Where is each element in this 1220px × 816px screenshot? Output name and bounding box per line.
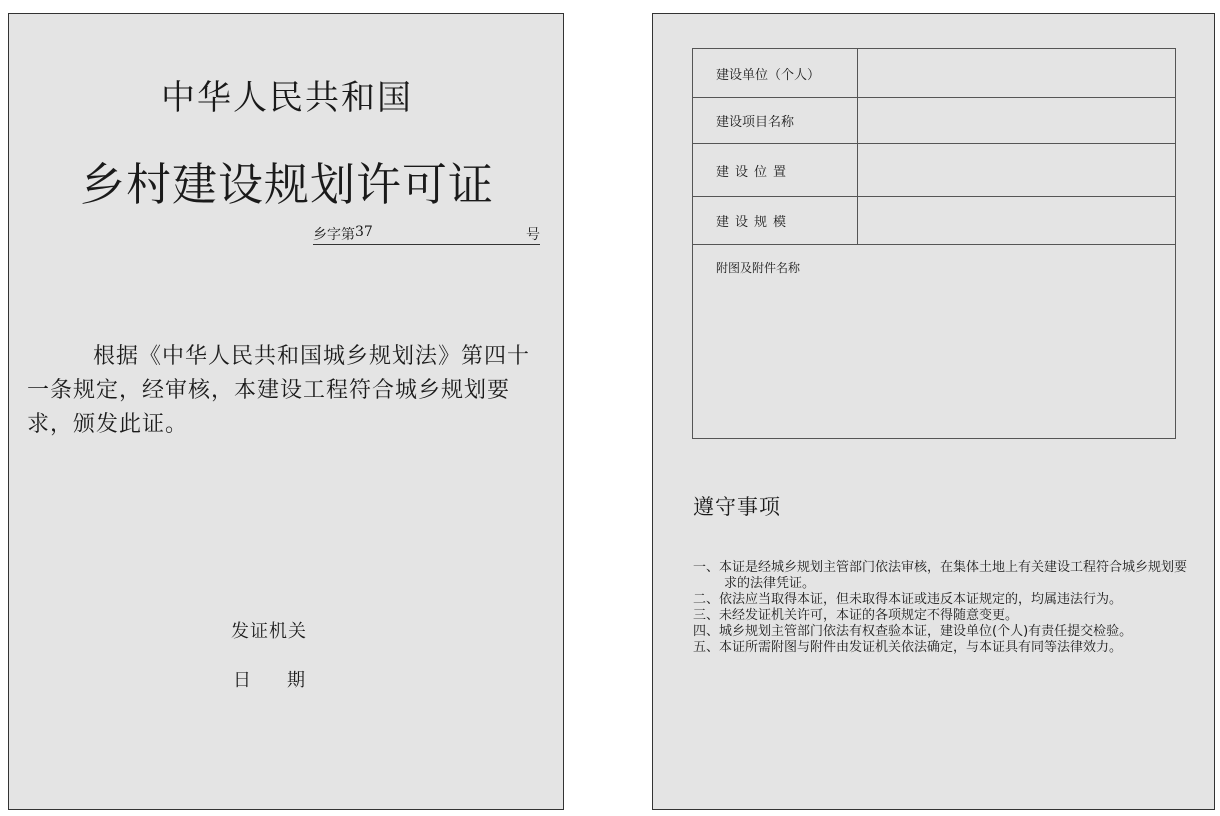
- row-value-scale: [858, 197, 1175, 244]
- serial-prefix: 乡字第: [313, 227, 355, 243]
- serial-number: 37: [355, 224, 373, 240]
- row-label-scale: 建设规模: [693, 197, 858, 244]
- rule-item: 五、本证所需附图与附件由发证机关依法确定，与本证具有同等法律效力。: [693, 640, 1123, 655]
- table-row: [693, 49, 1175, 98]
- table-row: [693, 197, 1175, 245]
- certificate-details-page: [652, 13, 1215, 810]
- row-value-location: [858, 144, 1175, 196]
- license-title: 乡村建设规划许可证: [79, 158, 494, 211]
- row-label-location: 建设位置: [693, 144, 858, 196]
- rules-list: [693, 560, 1198, 656]
- date-label: 日期: [233, 670, 341, 691]
- certificate-front-page: [8, 13, 564, 810]
- rule-item: 三、未经发证机关许可，本证的各项规定不得随意变更。: [693, 608, 1019, 623]
- issuing-authority-label: 发证机关: [231, 621, 307, 642]
- country-name: 中华人民共和国: [161, 78, 413, 118]
- rules-title: 遵守事项: [693, 495, 781, 519]
- row-label-project-name: 建设项目名称: [693, 98, 858, 143]
- row-value-builder: [858, 49, 1175, 97]
- table-row: [693, 98, 1175, 144]
- table-row: [693, 144, 1175, 197]
- rule-item: 四、城乡规划主管部门依法有权查验本证，建设单位(个人)有责任提交检验。: [693, 624, 1133, 639]
- serial-number-line: [313, 224, 540, 245]
- serial-suffix: 号: [526, 227, 540, 243]
- row-value-project-name: [858, 98, 1175, 143]
- attachments-label: 附图及附件名称: [716, 261, 801, 275]
- rule-item: 一、本证是经城乡规划主管部门依法审核，在集体土地上有关建设工程符合城乡规划要求的法律凭证。: [693, 560, 1188, 591]
- row-label-builder: 建设单位（个人）: [693, 49, 858, 97]
- project-info-table: [692, 48, 1176, 439]
- rule-item: 二、依法应当取得本证，但未取得本证或违反本证规定的，均属违法行为。: [693, 592, 1123, 607]
- issuance-statement: 根据《中华人民共和国城乡规划法》第四十一条规定，经审核，本建设工程符合城乡规划要求，颁发此证。: [27, 344, 531, 437]
